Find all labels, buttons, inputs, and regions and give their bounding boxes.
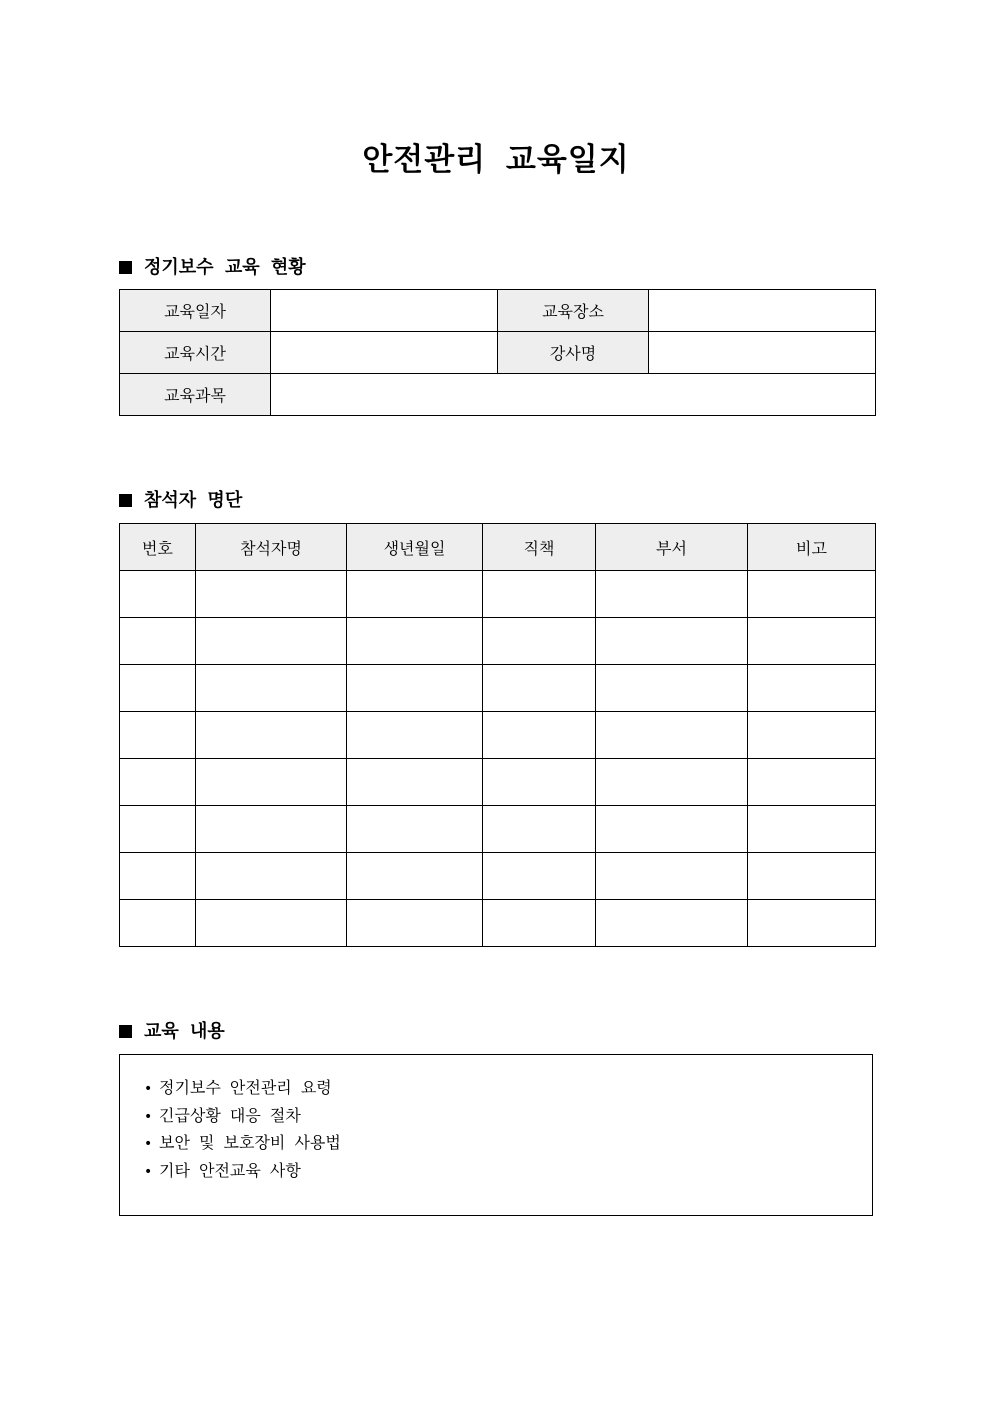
cell-name[interactable]: [196, 853, 347, 900]
cell-department[interactable]: [596, 571, 748, 618]
cell-name[interactable]: [196, 759, 347, 806]
cell-remarks[interactable]: [748, 618, 876, 665]
field-place[interactable]: [649, 290, 876, 332]
field-date[interactable]: [271, 290, 498, 332]
column-header-birthdate: 생년월일: [347, 524, 483, 571]
list-item: [144, 1158, 872, 1186]
cell-remarks[interactable]: [748, 853, 876, 900]
column-header-department: 부서: [596, 524, 748, 571]
content-box: [119, 1054, 873, 1216]
list-item-text: 정기보수 안전관리 요령: [159, 1078, 332, 1097]
cell-name[interactable]: [196, 900, 347, 947]
field-subject[interactable]: [271, 374, 876, 416]
cell-birthdate[interactable]: [347, 806, 483, 853]
cell-remarks[interactable]: [748, 571, 876, 618]
cell-number[interactable]: [120, 571, 196, 618]
cell-number[interactable]: [120, 806, 196, 853]
list-item: [144, 1103, 872, 1131]
bullet-dot-icon: •: [144, 1136, 153, 1152]
bullet-dot-icon: •: [144, 1081, 153, 1097]
attendee-body: [120, 571, 876, 947]
label-time: 교육시간: [120, 332, 271, 374]
info-row: [120, 332, 876, 374]
cell-name[interactable]: [196, 712, 347, 759]
section-heading-info-label: 정기보수 교육 현황: [144, 257, 306, 278]
cell-department[interactable]: [596, 759, 748, 806]
square-bullet-icon: [119, 1025, 132, 1038]
cell-number[interactable]: [120, 712, 196, 759]
list-item-text: 보안 및 보호장비 사용법: [159, 1133, 341, 1152]
cell-position[interactable]: [483, 618, 596, 665]
table-row: [120, 900, 876, 947]
label-date: 교육일자: [120, 290, 271, 332]
cell-remarks[interactable]: [748, 665, 876, 712]
table-row: [120, 759, 876, 806]
column-header-remarks: 비고: [748, 524, 876, 571]
cell-remarks[interactable]: [748, 759, 876, 806]
section-heading-content-label: 교육 내용: [144, 1021, 225, 1042]
cell-position[interactable]: [483, 759, 596, 806]
cell-number[interactable]: [120, 759, 196, 806]
cell-department[interactable]: [596, 900, 748, 947]
section-heading-content: [119, 1017, 225, 1043]
attendee-header-row: [120, 524, 876, 571]
cell-birthdate[interactable]: [347, 759, 483, 806]
square-bullet-icon: [119, 494, 132, 507]
cell-name[interactable]: [196, 571, 347, 618]
cell-birthdate[interactable]: [347, 712, 483, 759]
cell-position[interactable]: [483, 806, 596, 853]
cell-remarks[interactable]: [748, 806, 876, 853]
cell-name[interactable]: [196, 665, 347, 712]
cell-position[interactable]: [483, 853, 596, 900]
attendee-table: [119, 523, 876, 947]
cell-position[interactable]: [483, 665, 596, 712]
list-item-text: 긴급상황 대응 절차: [159, 1105, 301, 1125]
bullet-dot-icon: •: [144, 1163, 153, 1180]
content-list: [120, 1055, 872, 1185]
cell-department[interactable]: [596, 712, 748, 759]
table-row: [120, 618, 876, 665]
column-header-number: 번호: [120, 524, 196, 571]
label-place: 교육장소: [498, 290, 649, 332]
cell-birthdate[interactable]: [347, 618, 483, 665]
cell-number[interactable]: [120, 665, 196, 712]
cell-number[interactable]: [120, 618, 196, 665]
section-heading-info: [119, 253, 306, 279]
cell-number[interactable]: [120, 853, 196, 900]
cell-birthdate[interactable]: [347, 853, 483, 900]
cell-department[interactable]: [596, 665, 748, 712]
table-row: [120, 853, 876, 900]
info-table: [119, 289, 876, 416]
cell-department[interactable]: [596, 806, 748, 853]
table-row: [120, 712, 876, 759]
cell-birthdate[interactable]: [347, 900, 483, 947]
table-row: [120, 571, 876, 618]
list-item-text: 기타 안전교육 사항: [159, 1160, 301, 1180]
column-header-position: 직책: [483, 524, 596, 571]
square-bullet-icon: [119, 261, 132, 274]
info-row: [120, 290, 876, 332]
section-heading-attendees: [119, 486, 242, 512]
info-row: [120, 374, 876, 416]
field-time[interactable]: [271, 332, 498, 374]
cell-department[interactable]: [596, 618, 748, 665]
cell-position[interactable]: [483, 712, 596, 759]
list-item: [144, 1075, 872, 1103]
cell-name[interactable]: [196, 806, 347, 853]
table-row: [120, 806, 876, 853]
cell-birthdate[interactable]: [347, 571, 483, 618]
bullet-dot-icon: •: [144, 1108, 153, 1125]
label-subject: 교육과목: [120, 374, 271, 416]
cell-position[interactable]: [483, 571, 596, 618]
cell-remarks[interactable]: [748, 712, 876, 759]
page-title: 안전관리 교육일지: [362, 142, 630, 178]
cell-name[interactable]: [196, 618, 347, 665]
column-header-name: 참석자명: [196, 524, 347, 571]
table-row: [120, 665, 876, 712]
cell-remarks[interactable]: [748, 900, 876, 947]
field-instructor[interactable]: [649, 332, 876, 374]
cell-department[interactable]: [596, 853, 748, 900]
cell-birthdate[interactable]: [347, 665, 483, 712]
label-instructor: 강사명: [498, 332, 649, 374]
cell-number[interactable]: [120, 900, 196, 947]
section-heading-attendees-label: 참석자 명단: [144, 490, 243, 511]
list-item: [144, 1130, 872, 1158]
cell-position[interactable]: [483, 900, 596, 947]
